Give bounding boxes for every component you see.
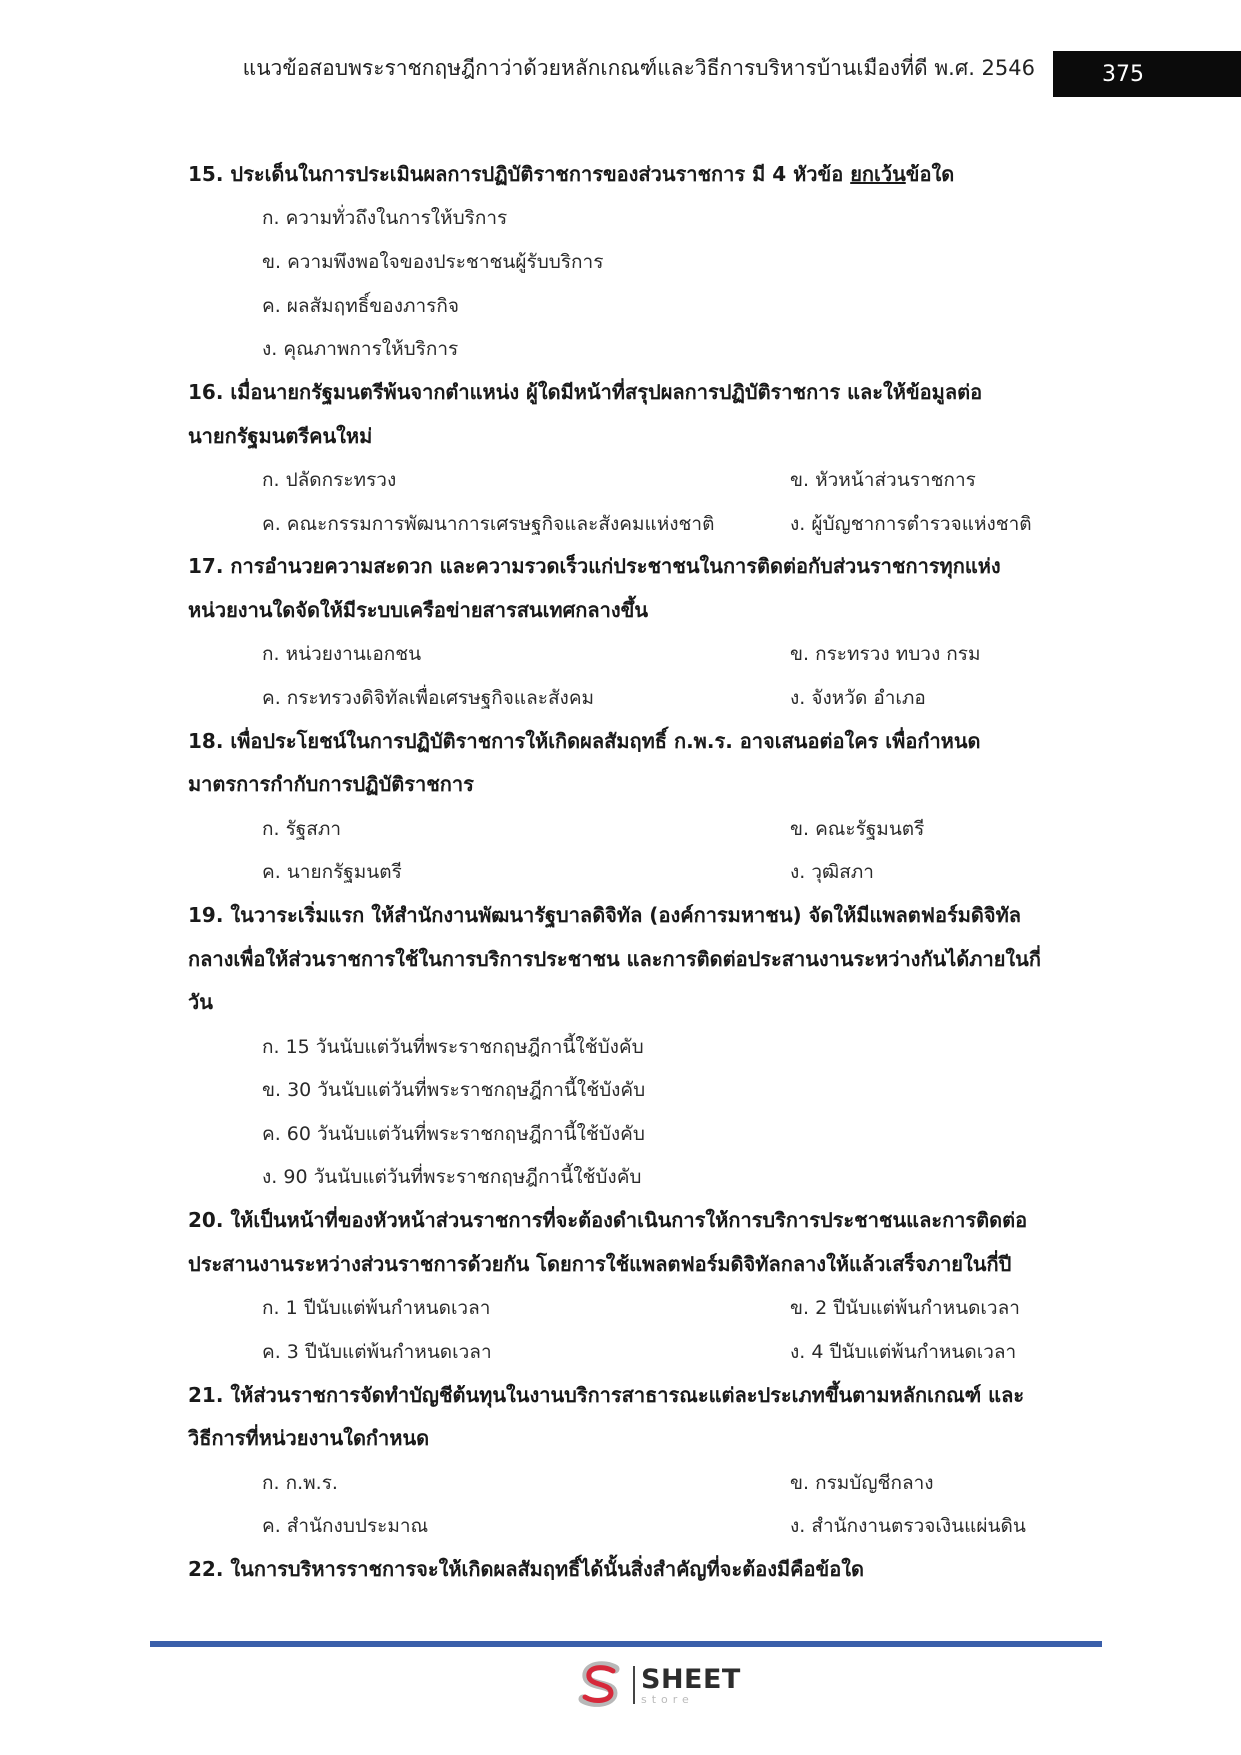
option-d[interactable]: ง. วุฒิสภา xyxy=(790,861,874,884)
option-d[interactable]: ง. ผู้บัญชาการตำรวจแห่งชาติ xyxy=(790,512,1032,535)
question-18 xyxy=(188,720,1093,807)
question-20-line1: 20. ให้เป็นหน้าที่ของหัวหน้าส่วนราชการที่จะต้องดำเนินการให้การบริการประชาชนและการติดต่อ xyxy=(188,1208,1028,1233)
option-a[interactable]: ก. ความทั่วถึงในการให้บริการ xyxy=(262,207,508,230)
question-19-line3: วัน xyxy=(188,990,213,1015)
logo-sub-text: store xyxy=(641,1692,694,1706)
option-a[interactable]: ก. ก.พ.ร. xyxy=(262,1471,338,1494)
option-d[interactable]: ง. คุณภาพการให้บริการ xyxy=(262,338,459,361)
question-21 xyxy=(188,1374,1093,1461)
question-19 xyxy=(188,894,1093,1025)
question-20-options xyxy=(188,1286,1093,1373)
question-18-line2: มาตรการกำกับการปฏิบัติราชการ xyxy=(188,772,474,797)
option-a[interactable]: ก. หน่วยงานเอกชน xyxy=(262,643,422,666)
question-16-line1: 16. เมื่อนายกรัฐมนตรีพ้นจากตำแหน่ง ผู้ใดมีหน้าที่สรุปผลการปฏิบัติราชการ และให้ข้อมูลต่อ xyxy=(188,379,983,404)
question-21-options xyxy=(188,1461,1093,1548)
option-b[interactable]: ข. 2 ปีนับแต่พ้นกำหนดเวลา xyxy=(790,1297,1020,1320)
option-b[interactable]: ข. 30 วันนับแต่วันที่พระราชกฤษฎีกานี้ใช้บังคับ xyxy=(262,1079,646,1102)
page-header-title: แนวข้อสอบพระราชกฤษฎีกาว่าด้วยหลักเกณฑ์และวิธีการบริหารบ้านเมืองที่ดี พ.ศ. 2546 xyxy=(242,56,1035,80)
question-19-line1: 19. ในวาระเริ่มแรก ให้สำนักงานพัฒนารัฐบาลดิจิทัล (องค์การมหาชน) จัดให้มีแพลตฟอร์มดิจิทัล xyxy=(188,903,1022,928)
logo-text xyxy=(641,1663,741,1706)
question-17-line1: 17. การอำนวยความสะดวก และความรวดเร็วแก่ประชาชนในการติดต่อกับส่วนราชการทุกแห่ง xyxy=(188,554,1001,579)
option-b[interactable]: ข. คณะรัฐมนตรี xyxy=(790,817,925,840)
question-22-line1: 22. ในการบริหารราชการจะให้เกิดผลสัมฤทธิ์ได้นั้นสิ่งสำคัญที่จะต้องมีคือข้อใด xyxy=(188,1557,864,1581)
option-c[interactable]: ค. กระทรวงดิจิทัลเพื่อเศรษฐกิจและสังคม xyxy=(262,686,595,709)
s-logo-icon xyxy=(575,1661,627,1709)
question-15 xyxy=(188,153,1093,197)
question-19-options xyxy=(188,1025,1093,1199)
question-16-options xyxy=(188,458,1093,545)
option-d[interactable]: ง. 90 วันนับแต่วันที่พระราชกฤษฎีกานี้ใช้บังคับ xyxy=(262,1166,642,1189)
option-c[interactable]: ค. 3 ปีนับแต่พ้นกำหนดเวลา xyxy=(262,1340,492,1363)
option-a[interactable]: ก. 15 วันนับแต่วันที่พระราชกฤษฎีกานี้ใช้บังคับ xyxy=(262,1035,644,1058)
option-b[interactable]: ข. หัวหน้าส่วนราชการ xyxy=(790,468,976,491)
option-a[interactable]: ก. ปลัดกระทรวง xyxy=(262,468,397,491)
option-d[interactable]: ง. จังหวัด อำเภอ xyxy=(790,686,926,709)
option-c[interactable]: ค. ผลสัมฤทธิ์ของภารกิจ xyxy=(262,294,460,317)
question-15-text: 15. ประเด็นในการประเมินผลการปฏิบัติราชการของส่วนราชการ มี 4 หัวข้อ xyxy=(188,162,851,186)
question-15-except-word: ยกเว้น xyxy=(850,162,906,186)
option-d[interactable]: ง. 4 ปีนับแต่พ้นกำหนดเวลา xyxy=(790,1340,1017,1363)
option-a[interactable]: ก. 1 ปีนับแต่พ้นกำหนดเวลา xyxy=(262,1297,491,1320)
question-20 xyxy=(188,1199,1093,1286)
question-19-line2: กลางเพื่อให้ส่วนราชการใช้ในการบริการประชาชน และการติดต่อประสานงานระหว่างกันได้ภายในกี่ xyxy=(188,946,1041,971)
question-16-line2: นายกรัฐมนตรีคนใหม่ xyxy=(188,423,373,448)
page-number-box xyxy=(1053,51,1241,97)
option-c[interactable]: ค. คณะกรรมการพัฒนาการเศรษฐกิจและสังคมแห่งชาติ xyxy=(262,512,715,535)
option-b[interactable]: ข. ความพึงพอใจของประชาชนผู้รับบริการ xyxy=(262,250,604,273)
option-a[interactable]: ก. รัฐสภา xyxy=(262,817,342,840)
logo-separator xyxy=(633,1666,635,1704)
question-17 xyxy=(188,545,1093,632)
footer-rule xyxy=(150,1641,1102,1647)
question-16 xyxy=(188,371,1093,458)
question-list xyxy=(188,153,1093,1592)
question-17-options xyxy=(188,633,1093,720)
option-c[interactable]: ค. 60 วันนับแต่วันที่พระราชกฤษฎีกานี้ใช้บังคับ xyxy=(262,1122,645,1145)
question-20-line2: ประสานงานระหว่างส่วนราชการด้วยกัน โดยการใช้แพลตฟอร์มดิจิทัลกลางให้แล้วเสร็จภายในกี่ปี xyxy=(188,1251,1012,1276)
option-b[interactable]: ข. กรมบัญชีกลาง xyxy=(790,1471,934,1494)
question-15-text-end: ข้อใด xyxy=(905,162,955,186)
question-22 xyxy=(188,1548,1093,1592)
option-b[interactable]: ข. กระทรวง ทบวง กรม xyxy=(790,643,981,666)
question-21-line1: 21. ให้ส่วนราชการจัดทำบัญชีต้นทุนในงานบริการสาธารณะแต่ละประเภทขึ้นตามหลักเกณฑ์ และ xyxy=(188,1382,1025,1407)
sheet-store-logo xyxy=(575,1660,745,1710)
option-c[interactable]: ค. นายกรัฐมนตรี xyxy=(262,861,402,884)
question-21-line2: วิธีการที่หน่วยงานใดกำหนด xyxy=(188,1426,430,1451)
question-18-line1: 18. เพื่อประโยชน์ในการปฏิบัติราชการให้เกิดผลสัมฤทธิ์ ก.พ.ร. อาจเสนอต่อใคร เพื่อกำหนด xyxy=(188,728,981,753)
option-d[interactable]: ง. สำนักงานตรวจเงินแผ่นดิน xyxy=(790,1515,1026,1538)
question-18-options xyxy=(188,807,1093,894)
option-c[interactable]: ค. สำนักงบประมาณ xyxy=(262,1515,429,1538)
logo-main-text: SHEET xyxy=(641,1663,741,1695)
question-17-line2: หน่วยงานใดจัดให้มีระบบเครือข่ายสารสนเทศกลางขึ้น xyxy=(188,597,649,622)
question-15-options xyxy=(188,197,1093,371)
page-number: 375 xyxy=(1102,61,1144,87)
